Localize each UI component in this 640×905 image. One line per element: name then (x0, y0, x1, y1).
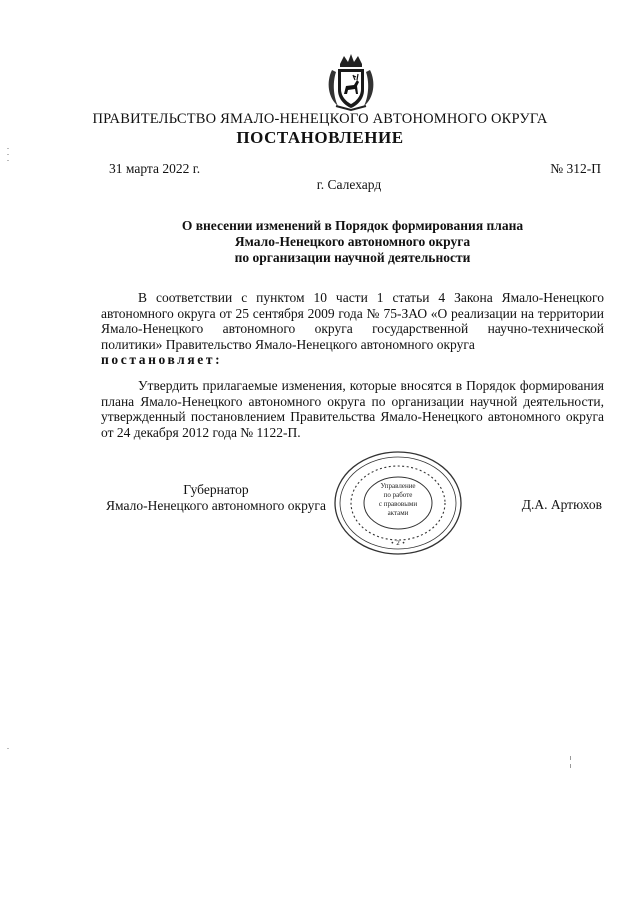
document-date: 31 марта 2022 г. (109, 161, 201, 176)
margin-mark (7, 748, 9, 749)
coat-of-arms-icon (324, 52, 378, 112)
stamp-line-1: Управление (380, 482, 416, 490)
document-type: ПОСТАНОВЛЕНИЕ (236, 128, 404, 147)
official-stamp (332, 449, 464, 557)
preamble-text: В соответствии с пунктом 10 части 1 статьи 4 Закона Ямало-Ненецкого автономного округа от 25 сентября 2009 года № 75-ЗАО «О реализации на территории Ямало-Ненецкого автономного округа государственной научно-технической политики» Правительство Ямало-Ненецкого автономного округа (101, 290, 604, 352)
scan-mark (570, 764, 571, 768)
margin-mark (7, 154, 9, 155)
document-subject (100, 218, 605, 266)
preamble-paragraph (101, 290, 604, 368)
signatory-name: Д.А. Артюхов (521, 497, 602, 512)
margin-mark (7, 160, 9, 161)
margin-mark (7, 148, 9, 149)
stamp-line-3: с правовыми (378, 500, 418, 508)
decree-word: постановляет: (101, 352, 223, 368)
government-name: ПРАВИТЕЛЬСТВО ЯМАЛО-НЕНЕЦКОГО АВТОНОМНОГО ОКРУГА (92, 111, 548, 127)
stamp-line-4: актами (387, 509, 409, 517)
subject-line-2: Ямало-Ненецкого автономного округа (234, 234, 471, 249)
signatory-title-line-2: Ямало-Ненецкого автономного округа (106, 498, 326, 513)
subject-line-3: по организации научной деятельности (234, 250, 471, 265)
signatory-title (101, 482, 331, 514)
document-number: № 312-П (550, 161, 601, 176)
svg-text:• 2 •: • 2 • (390, 540, 406, 547)
decision-paragraph (101, 378, 604, 440)
subject-line-1: О внесении изменений в Порядок формирования плана (181, 218, 524, 233)
signatory-title-line-1: Губернатор (183, 482, 249, 497)
document-city: г. Салехард (316, 177, 382, 192)
scan-mark (570, 756, 571, 760)
decision-text: Утвердить прилагаемые изменения, которые вносятся в Порядок формирования плана Ямало-Ненецкого автономного округа по организации научной деятельности, утвержденный постановлением Правительства Ямало-Ненецкого автономного округа от 24 декабря 2012 года № 1122-П. (101, 378, 604, 440)
stamp-line-2: по работе (383, 491, 413, 499)
